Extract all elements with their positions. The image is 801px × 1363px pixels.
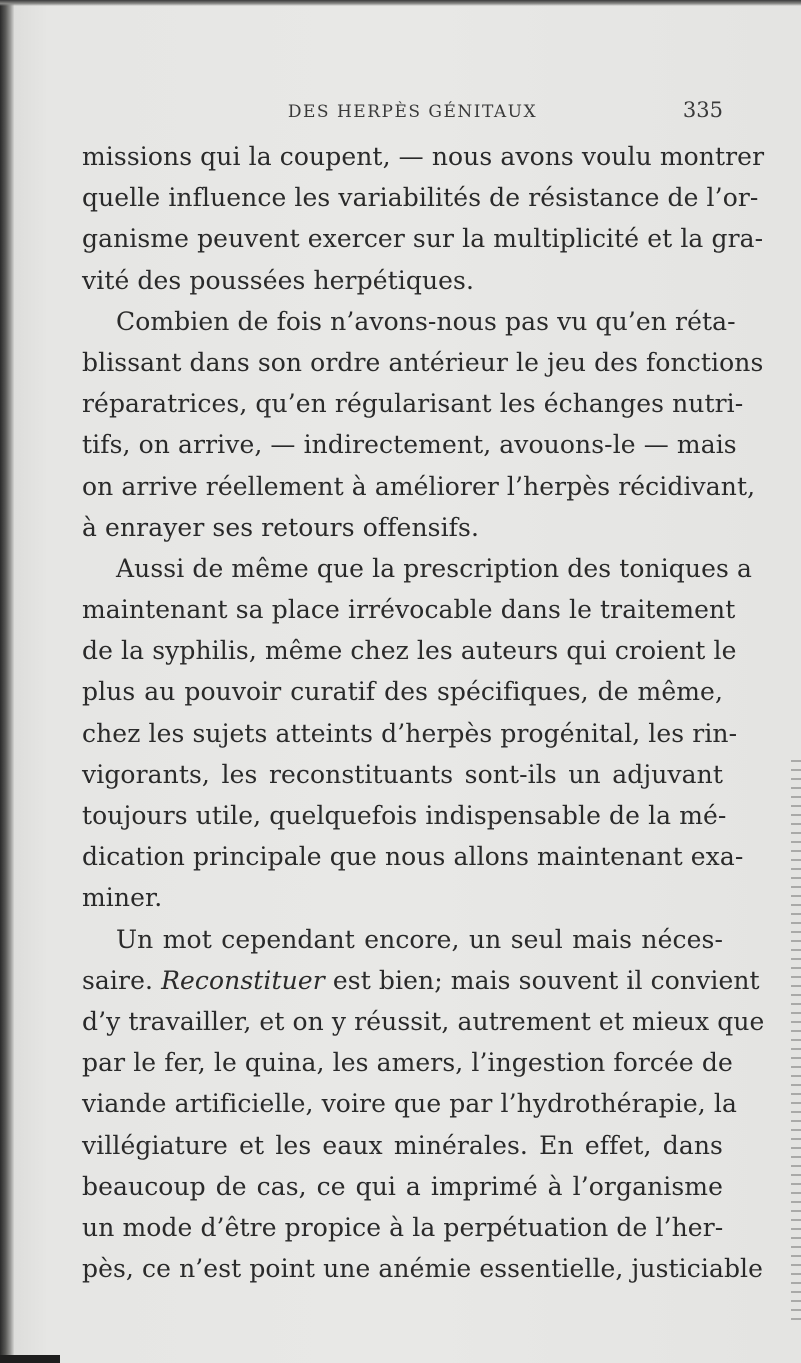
text-line: d’y travailler, et on y réussit, autrement et mieux que — [82, 1006, 765, 1036]
page-header — [102, 98, 723, 132]
text-line: chez les sujets atteints d’herpès progénital, les rin- — [82, 718, 738, 748]
text-line: miner. — [82, 883, 163, 913]
emphasis-term: Reconstituer — [161, 965, 325, 995]
text-line: un mode d’être propice à la perpétuation de l’her- — [82, 1212, 724, 1242]
text-line: maintenant sa place irrévocable dans le traitement — [82, 595, 736, 625]
text-line: vité des poussées herpétiques. — [82, 265, 475, 295]
text-line-with-emphasis — [82, 960, 760, 1001]
text-line: à enrayer ses retours offensifs. — [82, 512, 479, 542]
text-line: beaucoup de cas, ce qui a imprimé à l’organisme — [82, 1171, 723, 1201]
text-line: Un mot cependant encore, un seul mais néces- — [116, 924, 723, 954]
text-line: vigorants, les reconstituants sont-ils un adjuvant — [82, 759, 723, 789]
text-line: quelle influence les variabilités de résistance de l’or- — [82, 183, 759, 213]
page-top-edge — [0, 0, 801, 6]
text-line: tifs, on arrive, — indirectement, avouons-le — mais — [82, 430, 737, 460]
text-line: réparatrices, qu’en régularisant les échanges nutri- — [82, 389, 744, 419]
page-right-edge-marks — [791, 760, 801, 1320]
text-fragment: saire. — [82, 965, 154, 995]
text-line: de la syphilis, même chez les auteurs qui croient le — [82, 636, 737, 666]
page-bottom-edge — [0, 1355, 60, 1363]
running-head: DES HERPÈS GÉNITAUX — [287, 102, 538, 122]
text-line: par le fer, le quina, les amers, l’ingestion forcée de — [82, 1048, 733, 1078]
text-line: Aussi de même que la prescription des toniques a — [116, 553, 752, 583]
text-line: dication principale que nous allons maintenant exa- — [82, 842, 744, 872]
text-line: plus au pouvoir curatif des spécifiques, de même, — [82, 677, 723, 707]
text-line: pès, ce n’est point une anémie essentielle, justiciable — [82, 1254, 764, 1284]
text-line: on arrive réellement à améliorer l’herpès récidivant, — [82, 471, 756, 501]
text-line: toujours utile, quelquefois indispensable de la mé- — [82, 801, 727, 830]
text-line: ganisme peuvent exercer sur la multiplicité et la gra- — [82, 224, 764, 254]
text-line: villégiature et les eaux minérales. En effet, dans — [82, 1130, 723, 1160]
text-line: missions qui la coupent, — nous avons voulu montrer — [82, 142, 765, 171]
text-line: Combien de fois n’avons-nous pas vu qu’en réta- — [116, 306, 736, 336]
text-line: blissant dans son ordre antérieur le jeu des fonctions — [82, 347, 764, 377]
text-line: viande artificielle, voire que par l’hydrothérapie, la — [82, 1089, 737, 1119]
text-fragment: est bien; mais souvent il convient — [332, 965, 760, 995]
page-number: 335 — [682, 98, 723, 122]
body-text — [82, 136, 765, 1289]
page-binding-shadow — [0, 0, 14, 1363]
